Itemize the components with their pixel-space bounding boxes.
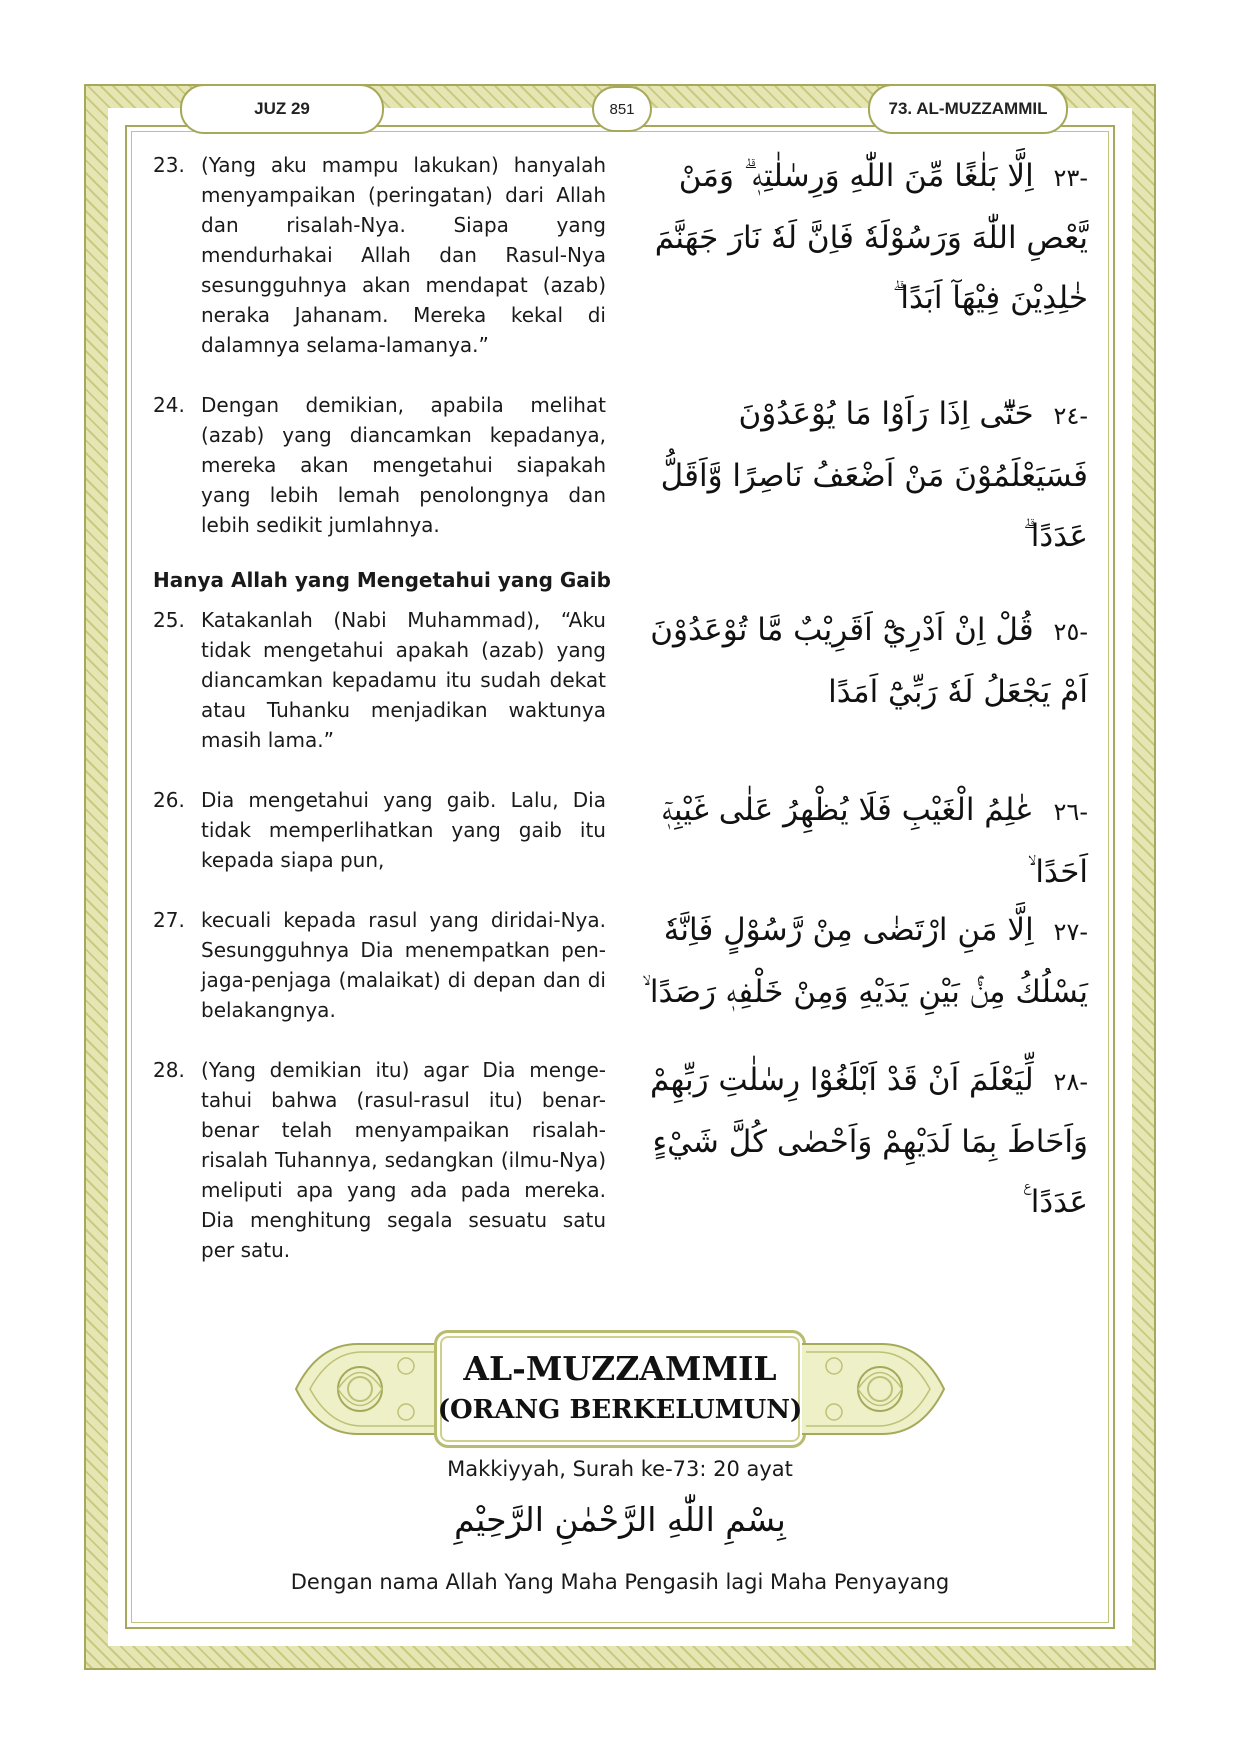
basmalah-translation: Dengan nama Allah Yang Maha Pengasih lagi Maha Penyayang	[290, 1570, 950, 1594]
arabic-verse-text: عٰلِمُ الْغَيْبِ فَلَا يُظْهِرُ عَلٰى غَيْبِهٖٓ اَحَدًا ۙ	[661, 792, 1088, 890]
verse-number: 24.	[153, 393, 185, 417]
surah-title-box	[434, 1330, 806, 1448]
arabic-verse-number: -٢٣	[1053, 164, 1088, 192]
surah-title: AL-MUZZAMMIL	[463, 1349, 777, 1388]
verse-translation-24	[153, 390, 606, 540]
verse-number: 28.	[153, 1058, 185, 1082]
arabic-verse-text: حَتّٰٓى اِذَا رَاَوْا مَا يُوْعَدُوْنَ فَسَيَعْلَمُوْنَ مَنْ اَضْعَفُ نَاصِرًا وَّاَقَلُّ عَدَدًا ۗ	[660, 396, 1088, 554]
verse-text: Dia mengetahui yang gaib. Lalu, Dia tidak memperlihatkan yang gaib itu kepada siapa pun,	[201, 788, 606, 872]
verse-number: 27.	[153, 908, 185, 932]
arabic-verse-text: لِّيَعْلَمَ اَنْ قَدْ اَبْلَغُوْا رِسٰلٰتِ رَبِّهِمْ وَاَحَاطَ بِمَا لَدَيْهِمْ وَاَحْصٰى كُلَّ شَيْءٍ عَدَدًا ࣖ	[650, 1062, 1088, 1220]
arabic-verse-number: -٢٥	[1053, 618, 1088, 646]
surah-subtitle: (ORANG BERKELUMUN)	[437, 1395, 803, 1425]
basmalah: بِسْمِ اللّٰهِ الرَّحْمٰنِ الرَّحِيْمِ	[454, 1500, 786, 1539]
verse-text: Katakanlah (Nabi Muhammad), “Aku tidak mengetahui apakah (azab) yang diancamkan kepadamu itu sudah dekat atau Tuhanku menjadikan waktunya masih lama.”	[201, 608, 606, 752]
arabic-verse-26	[628, 780, 1088, 902]
verse-translation-26	[153, 785, 606, 875]
verse-text: (Yang aku mampu lakukan) hanyalah menyampaikan (peringatan) dari Allah dan risalah-Nya. Siapa yang mendurhakai Allah dan Rasul-Nya sesungguhnya akan mendapat (azab) neraka Jahanam. Mereka kekal di dalamnya selama-lamanya.”	[201, 153, 606, 357]
juz-label: JUZ 29	[180, 84, 384, 134]
left-ornament-icon	[288, 1336, 438, 1442]
page-number: 851	[592, 86, 652, 132]
verse-translation-23	[153, 150, 606, 360]
arabic-verse-number: -٢٤	[1053, 402, 1088, 430]
arabic-verse-text: قُلْ اِنْ اَدْرِيْٓ اَقَرِيْبٌ مَّا تُوْعَدُوْنَ اَمْ يَجْعَلُ لَهٗ رَبِّيْٓ اَمَدًا	[650, 612, 1088, 710]
right-ornament-icon	[802, 1336, 952, 1442]
verse-text: (Yang demikian itu) agar Dia menge-tahui bahwa (rasul-rasul itu) benar-benar telah menyampaikan risalah-risalah Tuhannya, sedangkan (ilmu-Nya) meliputi apa yang ada pada mereka. Dia menghitung segala sesuatu satu per satu.	[201, 1058, 606, 1262]
section-heading: Hanya Allah yang Mengetahui yang Gaib	[153, 568, 611, 592]
arabic-verse-23	[628, 146, 1088, 328]
surah-header-label: 73. AL-MUZZAMMIL	[868, 84, 1068, 134]
arabic-verse-number: -٢٧	[1053, 918, 1088, 946]
arabic-verse-28	[628, 1050, 1088, 1232]
arabic-verse-25	[628, 600, 1088, 722]
arabic-verse-text: اِلَّا بَلٰغًا مِّنَ اللّٰهِ وَرِسٰلٰتِهٖ ۗ وَمَنْ يَّعْصِ اللّٰهَ وَرَسُوْلَهٗ فَاِنَّ لَهٗ نَارَ جَهَنَّمَ خٰلِدِيْنَ فِيْهَآ اَبَدًا ۗ	[654, 158, 1088, 316]
verse-number: 23.	[153, 153, 185, 177]
verse-translation-27	[153, 905, 606, 1025]
surah-banner	[288, 1330, 952, 1448]
verse-translation-28	[153, 1055, 606, 1265]
arabic-verse-27	[628, 900, 1088, 1022]
verse-translation-25	[153, 605, 606, 755]
verse-number: 26.	[153, 788, 185, 812]
surah-info: Makkiyyah, Surah ke-73: 20 ayat	[447, 1457, 793, 1481]
verse-text: Dengan demikian, apabila melihat (azab) yang diancamkan kepadanya, mereka akan mengetahui siapakah yang lebih lemah penolongnya dan lebih sedikit jumlahnya.	[201, 393, 606, 537]
arabic-verse-text: اِلَّا مَنِ ارْتَضٰى مِنْ رَّسُوْلٍ فَاِنَّهٗ يَسْلُكُ مِنْۢ بَيْنِ يَدَيْهِ وَمِنْ خَلْفِهٖ رَصَدًا ۙ	[642, 912, 1088, 1010]
arabic-verse-number: -٢٨	[1053, 1068, 1088, 1096]
arabic-verse-number: -٢٦	[1053, 798, 1088, 826]
verse-text: kecuali kepada rasul yang diridai-Nya. Sesungguhnya Dia menempatkan pen-jaga-penjaga (malaikat) di depan dan di belakangnya.	[201, 908, 606, 1022]
arabic-verse-24	[628, 384, 1088, 566]
verse-number: 25.	[153, 608, 185, 632]
